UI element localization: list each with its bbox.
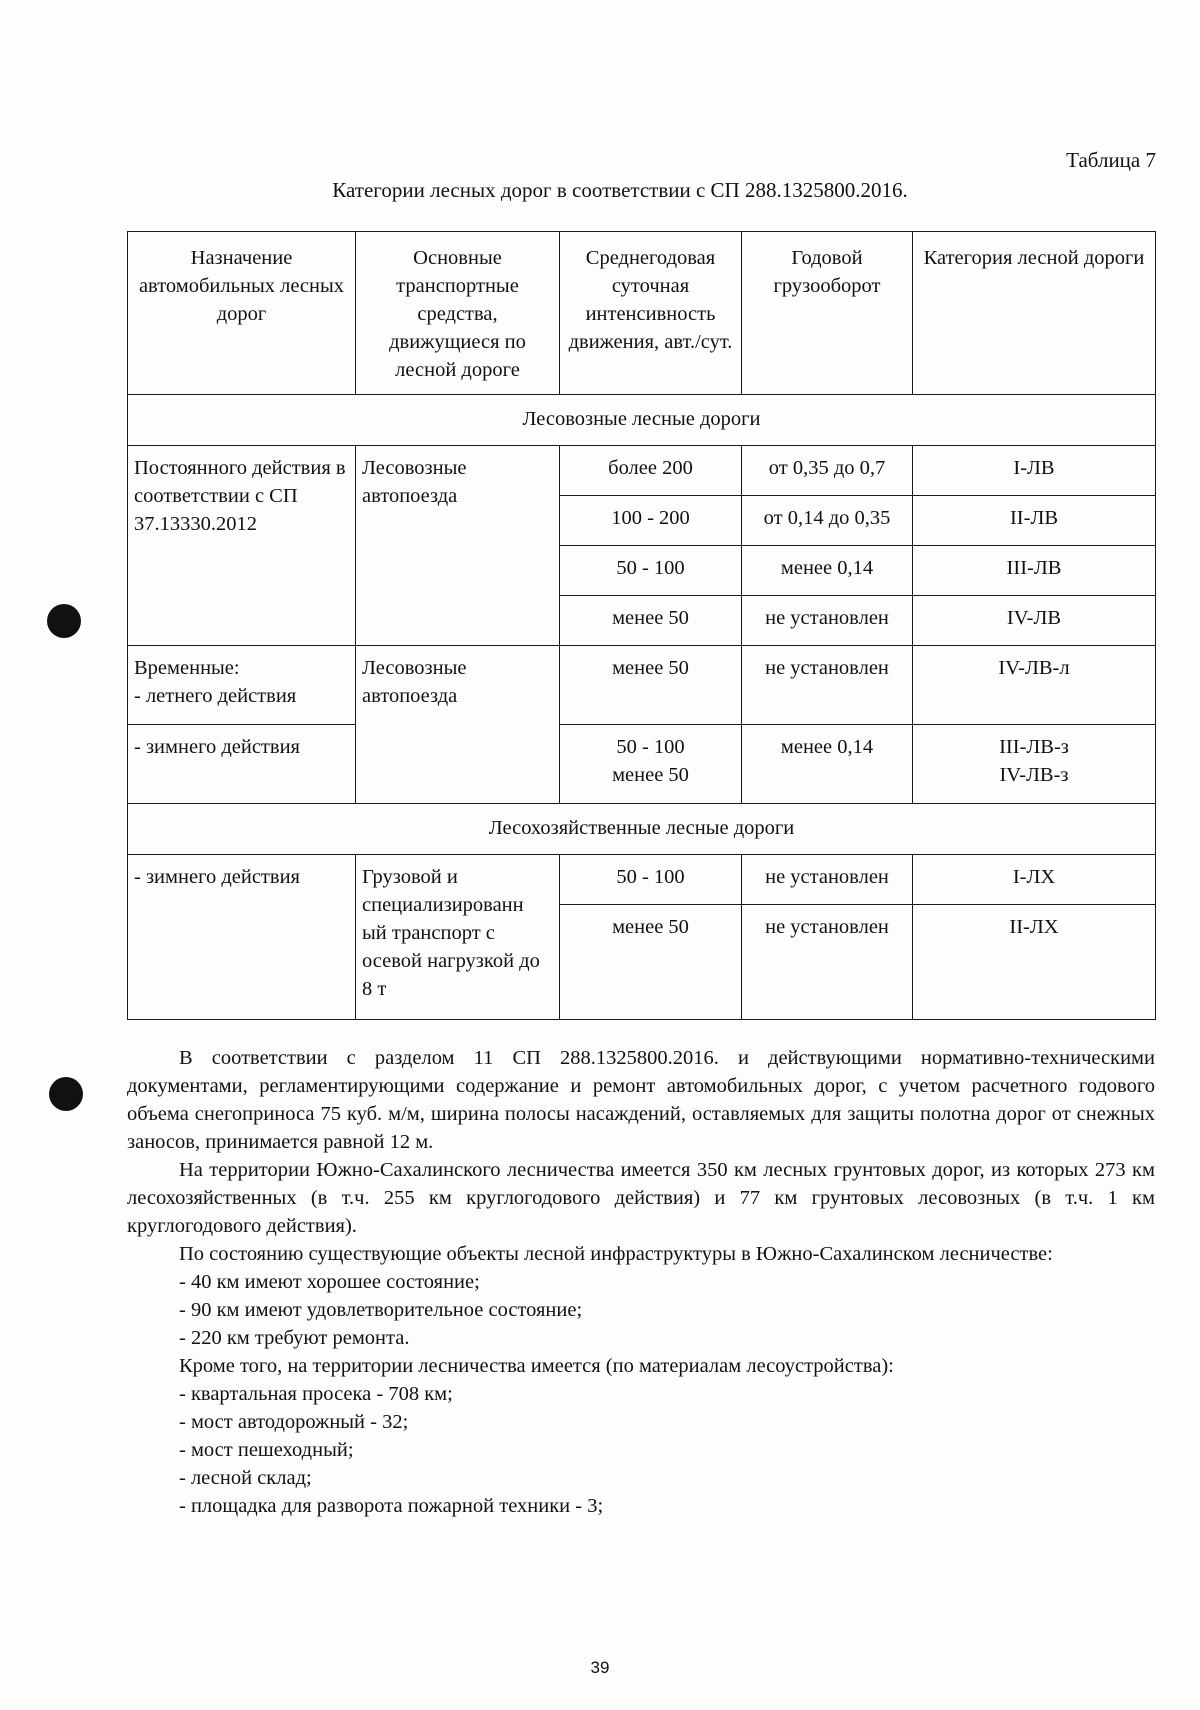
list-item: - лесной склад;	[179, 1467, 312, 1489]
category-line: III-ЛВ-з	[999, 736, 1069, 758]
intensity-cell: 50 - 100	[560, 546, 742, 596]
section-row	[128, 804, 1156, 855]
list-item: - 220 км требуют ремонта.	[179, 1327, 410, 1349]
intensity-line: менее 50	[612, 764, 689, 786]
temporary-vehicles: Лесовозные автопоезда	[356, 646, 560, 804]
temporary-title: Временные:	[134, 657, 240, 679]
header-category: Категория лесной дороги	[913, 232, 1156, 395]
intensity-cell: 50 - 100	[560, 855, 742, 905]
paragraph: В соответствии с разделом 11 СП 288.1325800.2016. и действующими нормативно-техническими документами, регламентирующими содержание и ремонт автомобильных дорог, с учетом расчетного годового объема снегоприноса 75 куб. м/м, ширина полосы насаждений, оставляемых для защиты полотна дорог от снежных заносов, принимается равной 12 м.	[127, 1047, 1155, 1153]
winter-label: - зимнего действия	[128, 725, 356, 804]
page-number: 39	[590, 1658, 610, 1677]
section-row	[128, 395, 1156, 446]
permanent-vehicles: Лесовозные автопоезда	[356, 446, 560, 646]
punch-hole-mark	[47, 604, 81, 638]
freight-cell: не установлен	[742, 646, 913, 725]
list-item: - площадка для разворота пожарной техники - 3;	[179, 1495, 604, 1517]
table-row	[128, 725, 1156, 804]
header-purpose: Назначение автомобильных лесных дорог	[128, 232, 356, 395]
intensity-cell: 100 - 200	[560, 496, 742, 546]
body-text	[127, 1044, 1155, 1520]
freight-cell: не установлен	[742, 855, 913, 905]
section-forestry-title: Лесохозяйственные лесные дороги	[128, 804, 1156, 855]
header-intensity: Среднегодовая суточная интенсивность движения, авт./сут.	[560, 232, 742, 395]
list-item: - мост пешеходный;	[179, 1439, 354, 1461]
header-freight: Годовой грузооборот	[742, 232, 913, 395]
category-cell: IV-ЛВ	[913, 596, 1156, 646]
list-item: - 40 км имеют хорошее состояние;	[179, 1271, 480, 1293]
permanent-purpose: Постоянного действия в соответствии с СП 37.13330.2012	[128, 446, 356, 646]
category-cell: I-ЛХ	[913, 855, 1156, 905]
category-cell: I-ЛВ	[913, 446, 1156, 496]
table-row	[128, 446, 1156, 496]
paragraph: На территории Южно-Сахалинского лесничества имеется 350 км лесных грунтовых дорог, из которых 273 км лесохозяйственных (в т.ч. 255 км круглогодового действия) и 77 км грунтовых лесовозных (в т.ч. 1 км круглогодового действия).	[127, 1159, 1155, 1237]
freight-cell: от 0,35 до 0,7	[742, 446, 913, 496]
temporary-summer-purpose	[128, 646, 356, 725]
intensity-cell	[560, 725, 742, 804]
list-item: - мост автодорожный - 32;	[179, 1411, 409, 1433]
freight-cell: менее 0,14	[742, 725, 913, 804]
category-cell	[913, 725, 1156, 804]
category-cell: IV-ЛВ-л	[913, 646, 1156, 725]
header-vehicles: Основные транспортные средства, движущиеся по лесной дороге	[356, 232, 560, 395]
freight-cell: не установлен	[742, 596, 913, 646]
table-header-row	[128, 232, 1156, 395]
category-line: IV-ЛВ-з	[999, 764, 1069, 786]
list-item: - квартальная просека - 708 км;	[179, 1383, 453, 1405]
freight-cell: не установлен	[742, 905, 913, 1020]
intensity-cell: менее 50	[560, 905, 742, 1020]
punch-hole-mark	[49, 1077, 83, 1111]
freight-cell: от 0,14 до 0,35	[742, 496, 913, 546]
category-cell: II-ЛВ	[913, 496, 1156, 546]
intensity-line: 50 - 100	[616, 736, 685, 758]
freight-cell: менее 0,14	[742, 546, 913, 596]
category-cell: II-ЛХ	[913, 905, 1156, 1020]
intensity-cell: более 200	[560, 446, 742, 496]
table-caption: Категории лесных дорог в соответствии с СП 288.1325800.2016.	[332, 178, 908, 202]
table-row	[128, 646, 1156, 725]
table-row	[128, 855, 1156, 905]
intensity-cell: менее 50	[560, 646, 742, 725]
paragraph: По состоянию существующие объекты лесной инфраструктуры в Южно-Сахалинском лесничестве:	[179, 1243, 1053, 1265]
summer-label: - летнего действия	[134, 685, 297, 707]
list-item: - 90 км имеют удовлетворительное состояние;	[179, 1299, 583, 1321]
paragraph: Кроме того, на территории лесничества имеется (по материалам лесоустройства):	[179, 1355, 894, 1377]
road-categories-table	[127, 231, 1156, 1020]
intensity-cell: менее 50	[560, 596, 742, 646]
forestry-vehicles: Грузовой и специализированн ый транспорт с осевой нагрузкой до 8 т	[356, 855, 560, 1020]
table-number: Таблица 7	[1066, 148, 1156, 172]
category-cell: III-ЛВ	[913, 546, 1156, 596]
forestry-purpose: - зимнего действия	[128, 855, 356, 1020]
section-logging-title: Лесовозные лесные дороги	[128, 395, 1156, 446]
